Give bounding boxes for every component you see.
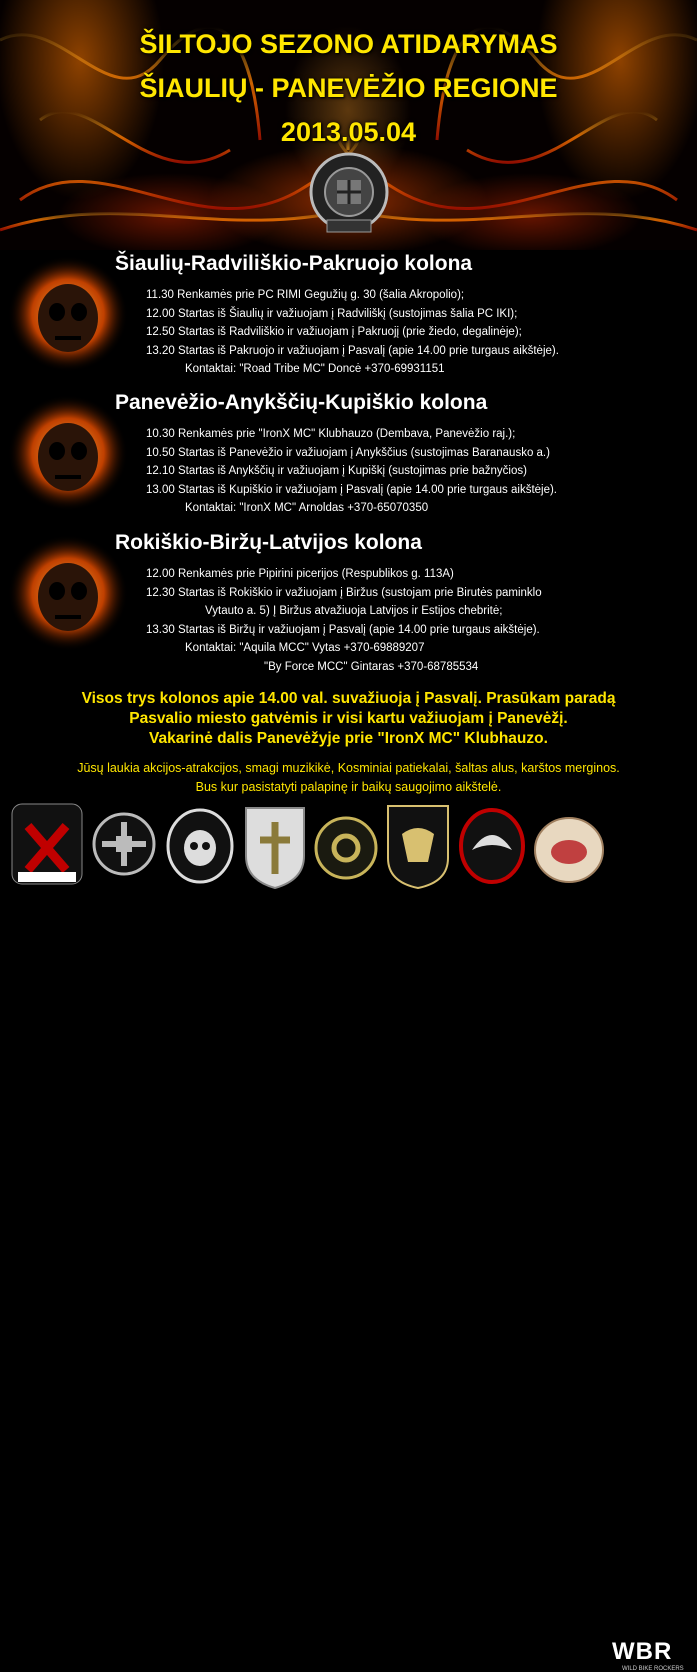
aquila-patch: [242, 800, 308, 890]
schedule-line: 13.20 Startas iš Pakruojo ir važiuojam į Pasvalį (apie 14.00 prie turgaus aikštėje).: [146, 344, 559, 357]
schedule-line: 13.00 Startas iš Kupiškio ir važiuojam į Pasvalį (apie 14.00 prie turgaus aikštėje).: [146, 483, 558, 496]
schedule-line: 12.00 Startas iš Šiaulių ir važiuojam į Radviliškį (sustojimas šalia PC IKI);: [146, 307, 518, 320]
schedule-line: 13.30 Startas iš Biržų ir važiuojam į Pasvalį (apie 14.00 prie turgaus aikštėje).: [146, 623, 540, 636]
schedule-lines: [146, 425, 557, 518]
schedule-line: 10.50 Startas iš Panevėžio ir važiuojam į Anykščius (sustojimas Baranausko a.): [146, 446, 550, 459]
schedule-line: 12.50 Startas iš Radviliškio ir važiuojam į Pakruojį (prie žiedo, degalinėje);: [146, 326, 522, 339]
club-patches-row: [0, 800, 697, 1672]
column-title: Šiaulių-Radviliškio-Pakruojo kolona: [115, 252, 473, 275]
schedule-lines: [146, 286, 559, 379]
extras-line: Bus kur pasistatyti palapinę ir baikų saugojimo aikštelė.: [195, 780, 502, 794]
wbr-subtitle: WILD BIKE ROCKERS: [622, 1666, 684, 1672]
event-header: [0, 22, 697, 154]
header-line-1: ŠILTOJO SEZONO ATIDARYMAS: [139, 29, 558, 59]
schedule-line: 12.10 Startas iš Anykščių ir važiuojam į Kupiškį (sustojimas prie bažnyčios): [146, 465, 527, 478]
schedule-lines: [146, 565, 542, 677]
ironx-mc-patch: [10, 800, 84, 890]
schedule-line: 12.00 Renkamės prie Pipirini picerijos (Respublikos g. 113A): [146, 568, 454, 580]
by-force-patch: [314, 800, 378, 890]
extras-text: [0, 759, 697, 797]
roadhogs-patch: [164, 800, 236, 890]
eagle-patch: [458, 800, 526, 890]
wbr-logo: WBR: [612, 1638, 673, 1665]
summary-text: [0, 689, 697, 749]
summary-line: Vakarinė dalis Panevėžyje prie "IronX MC" Klubhauzo.: [149, 730, 548, 747]
header-line-2: ŠIAULIŲ - PANEVĖŽIO REGIONE: [139, 73, 558, 103]
summary-line: Pasvalio miesto gatvėmis ir visi kartu važiuojam į Panevėžį.: [129, 710, 568, 727]
road-tribe-patch: [92, 800, 156, 890]
schedule-line: 11.30 Renkamės prie PC RIMI Gegužių g. 30 (šalia Akropolio);: [146, 289, 465, 301]
contact-line: Kontaktai: "IronX MC" Arnoldas +370-65070350: [185, 502, 429, 515]
contact-line: "By Force MCC" Gintaras +370-68785534: [264, 660, 479, 673]
extras-line: Jūsų laukia akcijos-atrakcijos, smagi muzikikė, Kosminiai patiekalai, šaltas alus, karštos merginos.: [77, 761, 620, 775]
baikeriu-kongresas-logo: [307, 150, 391, 240]
summary-line: Visos trys kolonos apie 14.00 val. suvažiuoja į Pasvalį. Prasūkam paradą: [81, 690, 616, 707]
schedule-line: 10.30 Renkamės prie "IronX MC" Klubhauzo (Dembava, Panevėžio raj.);: [146, 428, 516, 440]
solis-urbs-patch: [532, 800, 606, 890]
column-title: Rokiškio-Biržų-Latvijos kolona: [115, 531, 422, 554]
schedule-line: Vytauto a. 5) Į Biržus atvažiuoja Latvijos ir Estijos chebritė;: [205, 605, 503, 618]
schedule-line: 12.30 Startas iš Rokiškio ir važiuojam į Biržus (sustojam prie Birutės paminklo: [146, 586, 542, 599]
sun-city-bulls-patch: [384, 800, 452, 890]
event-date: 2013.05.04: [280, 117, 417, 147]
column-title: Panevėžio-Anykščių-Kupiškio kolona: [115, 391, 488, 414]
contact-line: Kontaktai: "Road Tribe MC" Doncė +370-69931151: [185, 363, 445, 376]
contact-line: Kontaktai: "Aquila MCC" Vytas +370-69889207: [185, 642, 425, 655]
